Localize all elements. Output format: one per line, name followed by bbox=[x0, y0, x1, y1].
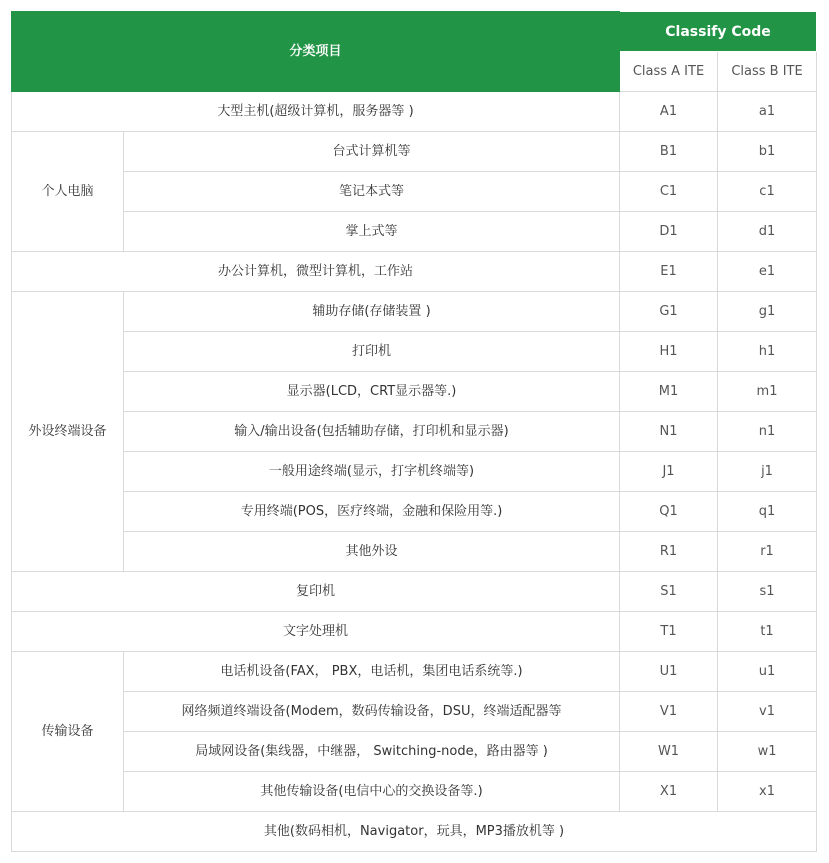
table-row bbox=[12, 332, 817, 372]
class-b-code: d1 bbox=[718, 212, 817, 252]
item-cell: 台式计算机等 bbox=[124, 132, 620, 172]
table-row bbox=[12, 252, 817, 292]
group-cell: 传输设备 bbox=[12, 652, 124, 812]
class-a-code: C1 bbox=[620, 172, 718, 212]
class-a-code: B1 bbox=[620, 132, 718, 172]
class-a-code: H1 bbox=[620, 332, 718, 372]
class-a-code: U1 bbox=[620, 652, 718, 692]
class-b-code: x1 bbox=[718, 772, 817, 812]
group-cell: 外设终端设备 bbox=[12, 292, 124, 572]
item-cell: 网络频道终端设备(Modem，数码传输设备，DSU，终端适配器等 bbox=[124, 692, 620, 732]
class-b-code: t1 bbox=[718, 612, 817, 652]
class-a-code: V1 bbox=[620, 692, 718, 732]
group-cell: 个人电脑 bbox=[12, 132, 124, 252]
item-cell: 专用终端(POS，医疗终端，金融和保险用等.) bbox=[124, 492, 620, 532]
item-cell: 辅助存储(存储装置 ) bbox=[124, 292, 620, 332]
item-cell: 文字处理机 bbox=[12, 612, 620, 652]
item-cell: 一般用途终端(显示，打字机终端等) bbox=[124, 452, 620, 492]
table-row bbox=[12, 292, 817, 332]
table-row bbox=[12, 92, 817, 132]
item-cell: 电话机设备(FAX， PBX，电话机，集团电话系统等.) bbox=[124, 652, 620, 692]
class-b-code: n1 bbox=[718, 412, 817, 452]
class-a-code: M1 bbox=[620, 372, 718, 412]
item-cell: 大型主机(超级计算机，服务器等 ) bbox=[12, 92, 620, 132]
class-a-code: J1 bbox=[620, 452, 718, 492]
table-row bbox=[12, 812, 817, 852]
item-cell: 复印机 bbox=[12, 572, 620, 612]
table-row bbox=[12, 452, 817, 492]
class-b-code: v1 bbox=[718, 692, 817, 732]
class-b-code: s1 bbox=[718, 572, 817, 612]
class-b-code: q1 bbox=[718, 492, 817, 532]
item-cell: 办公计算机，微型计算机，工作站 bbox=[12, 252, 620, 292]
table-row bbox=[12, 132, 817, 172]
class-a-code: G1 bbox=[620, 292, 718, 332]
class-b-code: e1 bbox=[718, 252, 817, 292]
table-row bbox=[12, 732, 817, 772]
class-b-code: r1 bbox=[718, 532, 817, 572]
class-b-code: u1 bbox=[718, 652, 817, 692]
class-a-code: N1 bbox=[620, 412, 718, 452]
class-b-code: h1 bbox=[718, 332, 817, 372]
class-a-code: S1 bbox=[620, 572, 718, 612]
table-row bbox=[12, 172, 817, 212]
header-row bbox=[12, 12, 817, 52]
class-a-code: A1 bbox=[620, 92, 718, 132]
table-row bbox=[12, 372, 817, 412]
class-b-code: b1 bbox=[718, 132, 817, 172]
table-row bbox=[12, 652, 817, 692]
class-b-code: c1 bbox=[718, 172, 817, 212]
class-a-code: D1 bbox=[620, 212, 718, 252]
item-cell: 输入/输出设备(包括辅助存储，打印机和显示器) bbox=[124, 412, 620, 452]
class-a-code: Q1 bbox=[620, 492, 718, 532]
item-cell: 其他外设 bbox=[124, 532, 620, 572]
table-row bbox=[12, 412, 817, 452]
class-a-code: T1 bbox=[620, 612, 718, 652]
table-row bbox=[12, 572, 817, 612]
table-row bbox=[12, 692, 817, 732]
table-row bbox=[12, 612, 817, 652]
class-a-code: W1 bbox=[620, 732, 718, 772]
class-b-code: w1 bbox=[718, 732, 817, 772]
item-cell: 掌上式等 bbox=[124, 212, 620, 252]
table-row bbox=[12, 492, 817, 532]
class-b-code: g1 bbox=[718, 292, 817, 332]
class-b-code: j1 bbox=[718, 452, 817, 492]
category-header: 分类项目 bbox=[12, 12, 620, 92]
item-cell: 笔记本式等 bbox=[124, 172, 620, 212]
table-row bbox=[12, 212, 817, 252]
class-a-code: X1 bbox=[620, 772, 718, 812]
item-cell: 其他传输设备(电信中心的交换设备等.) bbox=[124, 772, 620, 812]
class-a-code: E1 bbox=[620, 252, 718, 292]
classification-table bbox=[11, 11, 817, 852]
class-a-header: Class A ITE bbox=[620, 52, 718, 92]
classify-code-header: Classify Code bbox=[620, 12, 817, 52]
class-b-code: a1 bbox=[718, 92, 817, 132]
table-row bbox=[12, 532, 817, 572]
item-cell: 打印机 bbox=[124, 332, 620, 372]
class-b-code: m1 bbox=[718, 372, 817, 412]
item-cell: 显示器(LCD，CRT显示器等.) bbox=[124, 372, 620, 412]
table-row bbox=[12, 772, 817, 812]
item-cell: 局域网设备(集线器，中继器， Switching-node，路由器等 ) bbox=[124, 732, 620, 772]
class-b-header: Class B ITE bbox=[718, 52, 817, 92]
class-a-code: R1 bbox=[620, 532, 718, 572]
item-cell: 其他(数码相机，Navigator，玩具，MP3播放机等 ) bbox=[12, 812, 817, 852]
